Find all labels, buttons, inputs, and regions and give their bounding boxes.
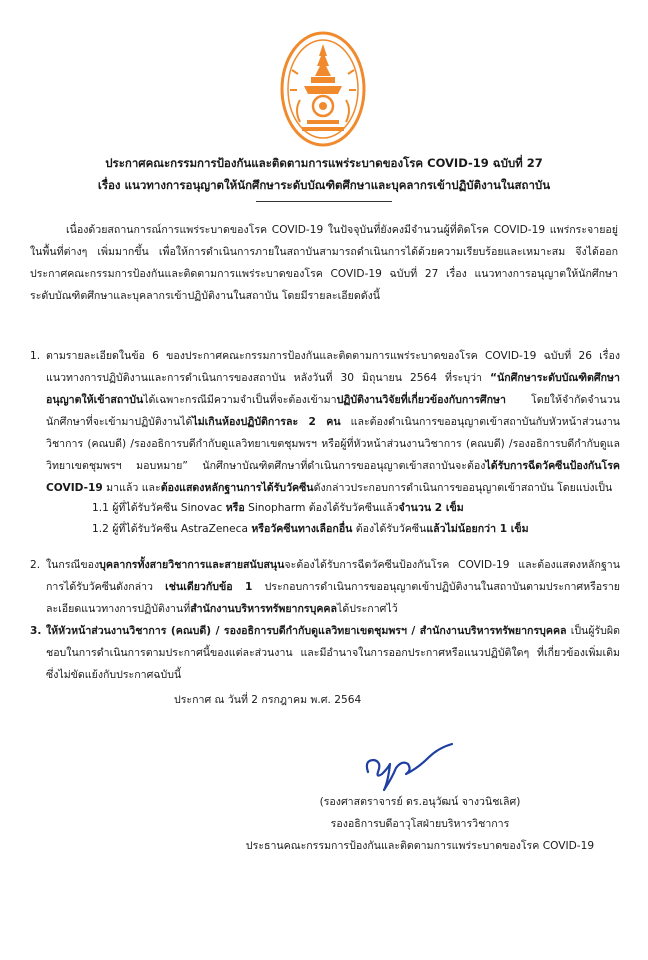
item-1-2-text: 1.2 ผู้ที่ได้รับวัคซีน AstraZeneca หรือวัคซีนทางเลือกอื่น ต้องได้รับวัคซีนแล้วไม่น้อยกว่า 1 เข็ม [92,523,529,535]
signer-role: รองอธิการบดีอาวุโสฝ่ายบริหารวิชาการ [330,818,510,830]
announcement-date: ประกาศ ณ วันที่ 2 กรกฎาคม พ.ศ. 2564 [174,694,362,706]
institution-seal-logo [280,30,366,148]
item-1-1-text: 1.1 ผู้ที่ได้รับวัคซีน Sinovac หรือ Sinopharm ต้องได้รับวัคซีนแล้วจำนวน 2 เข็ม [92,502,464,514]
item-2-number: 2. [30,559,41,571]
signer-name: (รองศาสตราจารย์ ดร.อนุวัฒน์ จางวนิชเลิศ) [319,796,521,808]
item-1-text: ตามรายละเอียดในข้อ 6 ของประกาศคณะกรรมการป้องกันและติดตามการแพร่ระบาดของโรค COVID-19 ฉบับที่ 26 เรื่อง แนวทางการปฏิบัติงานและการดำเนินการของสถาบัน หลังวันที่ 30 มิถุนายน 2564 ที่ระบุว่า “นักศึกษาระดับบัณฑิตศึกษาอนุญาตให้เข้าสถาบันได้เฉพาะกรณีมีความจำเป็นที่จะต้องเข้ามาปฏิบัติงานวิจัยที่เกี่ยวข้องกับการศึกษา โดยให้จำกัดจำนวนนักศึกษาที่จะเข้ามาปฏิบัติงานได้ไม่เกินห้องปฏิบัติการละ 2 คน และต้องดำเนินการขออนุญาตเข้าสถาบันกับหัวหน้าส่วนงานวิชาการ (คณบดี) /รองอธิการบดีกำกับดูแลวิทยาเขตชุมพรฯ หรือผู้ที่หัวหน้าส่วนงานวิชาการ (คณบดี) /รองอธิการบดีกำกับดูแลวิทยาเขตชุมพรฯ มอบหมาย” นักศึกษาบัณฑิตศึกษาที่ดำเนินการขออนุญาตเข้าสถาบันจะต้องได้รับการฉีดวัคซีนป้องกันโรค COVID-19 มาแล้ว และต้องแสดงหลักฐานการได้รับวัคซีนดังกล่าวประกอบการดำเนินการขออนุญาตเข้าสถาบัน โดยแบ่งเป็น [46,350,621,494]
handwritten-signature [362,738,456,794]
announcement-title: ประกาศคณะกรรมการป้องกันและติดตามการแพร่ระบาดของโรค COVID-19 ฉบับที่ 27 [105,156,543,170]
title-divider [256,201,392,202]
item-3-number: 3. [30,625,42,637]
intro-paragraph: เนื่องด้วยสถานการณ์การแพร่ระบาดของโรค COVID-19 ในปัจจุบันที่ยังคงมีจำนวนผู้ที่ติดโรค COVID-19 แพร่กระจายอยู่ในพื้นที่ต่างๆ เพิ่มมากขึ้น เพื่อให้การดำเนินการภายในสถาบันสามารถดำเนินการได้ด้วยความเรียบร้อยและเหมาะสม จึงได้ออกประกาศคณะกรรมการป้องกันและติดตามการแพร่ระบาดของโรค COVID-19 ฉบับที่ 27 เรื่อง แนวทางการอนุญาตให้นักศึกษาระดับบัณฑิตศึกษาและบุคลากรเข้าปฏิบัติงานในสถาบัน โดยมีรายละเอียดดังนี้ [30,224,618,302]
signer-committee-role: ประธานคณะกรรมการป้องกันและติดตามการแพร่ระบาดของโรค COVID-19 [245,840,595,852]
item-1-number: 1. [30,350,41,362]
item-2-text: ในกรณีของบุคลากรทั้งสายวิชาการและสายสนับสนุนจะต้องได้รับการฉีดวัคซีนป้องกันโรค COVID-19 และต้องแสดงหลักฐานการได้รับวัคซีนดังกล่าว เช่นเดียวกับข้อ 1 ประกอบการดำเนินการขออนุญาตเข้าปฏิบัติงานในสถาบันตามประกาศหรือรายละเอียดแนวทางการปฏิบัติงานที่สำนักงานบริหารทรัพยากรบุคคลได้ประกาศไว้ [46,559,620,615]
announcement-subject: เรื่อง แนวทางการอนุญาตให้นักศึกษาระดับบัณฑิตศึกษาและบุคลากรเข้าปฏิบัติงานในสถาบัน [97,178,551,192]
item-3-text: ให้หัวหน้าส่วนงานวิชาการ (คณบดี) / รองอธิการบดีกำกับดูแลวิทยาเขตชุมพรฯ / สำนักงานบริหารทรัพยากรบุคคล เป็นผู้รับผิดชอบในการดำเนินการตามประกาศนี้ของแต่ละส่วนงาน และมีอำนาจในการออกประกาศหรือแนวปฏิบัติใดๆ ที่เกี่ยวข้องเพิ่มเติม ซึ่งไม่ขัดแย้งกับประกาศฉบับนี้ [46,625,620,681]
